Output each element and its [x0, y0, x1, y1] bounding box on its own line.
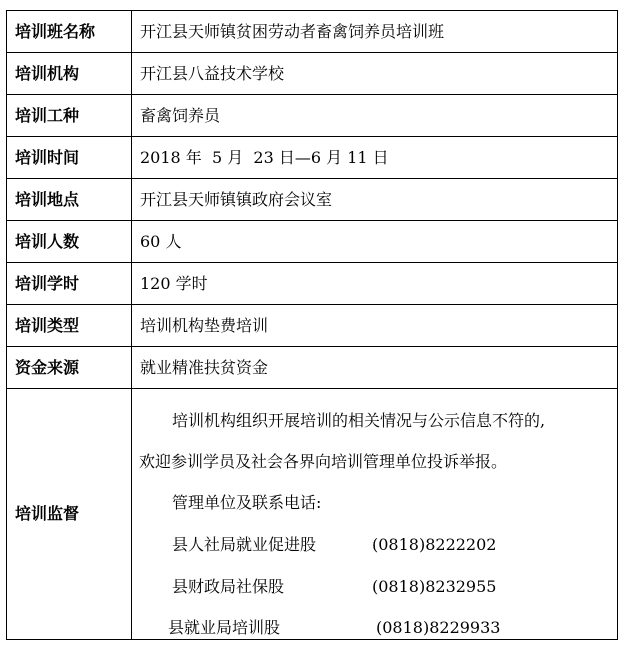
- row-label: 培训人数: [7, 221, 132, 263]
- row-value: 就业精准扶贫资金: [132, 347, 618, 389]
- supervision-body: [132, 389, 617, 639]
- table-row: [7, 11, 618, 53]
- row-value: 开江县天师镇镇政府会议室: [132, 179, 618, 221]
- row-label: 培训地点: [7, 179, 132, 221]
- table-row: [7, 305, 618, 347]
- contact-unit: 县就业局培训股: [168, 618, 281, 637]
- row-label: 培训工种: [7, 95, 132, 137]
- row-label: 资金来源: [7, 347, 132, 389]
- contact-phone: (0818)8232955: [372, 577, 497, 596]
- table-row: [7, 221, 618, 263]
- row-value: 2018 年 5 月 23 日—6 月 11 日: [132, 137, 618, 179]
- contact-phone: (0818)8222202: [372, 535, 497, 554]
- contact-phone: (0818)8229933: [376, 618, 501, 637]
- table-row: [7, 347, 618, 389]
- training-info-table: [6, 10, 618, 640]
- paragraph-line-2: 欢迎参训学员及社会各界向培训管理单位投诉举报。: [139, 452, 508, 471]
- contact-unit: 县财政局社保股: [172, 577, 285, 596]
- supervision-label: 培训监督: [7, 389, 132, 640]
- row-value: 开江县八益技术学校: [132, 53, 618, 95]
- row-label: 培训班名称: [7, 11, 132, 53]
- paragraph-line-1: 培训机构组织开展培训的相关情况与公示信息不符的,: [172, 411, 546, 430]
- table-row: [7, 95, 618, 137]
- row-label: 培训类型: [7, 305, 132, 347]
- supervision-row: [7, 389, 618, 640]
- contacts-heading: 管理单位及联系电话:: [172, 493, 322, 512]
- row-value: 培训机构垫费培训: [132, 305, 618, 347]
- table-row: [7, 137, 618, 179]
- row-value: 120 学时: [132, 263, 618, 305]
- row-value: 开江县天师镇贫困劳动者畜禽饲养员培训班: [132, 11, 618, 53]
- row-label: 培训机构: [7, 53, 132, 95]
- row-label: 培训时间: [7, 137, 132, 179]
- row-value: 畜禽饲养员: [132, 95, 618, 137]
- table-row: [7, 263, 618, 305]
- row-label: 培训学时: [7, 263, 132, 305]
- table-row: [7, 179, 618, 221]
- supervision-cell: [132, 389, 618, 640]
- contact-unit: 县人社局就业促进股: [172, 535, 317, 554]
- row-value: 60 人: [132, 221, 618, 263]
- table-row: [7, 53, 618, 95]
